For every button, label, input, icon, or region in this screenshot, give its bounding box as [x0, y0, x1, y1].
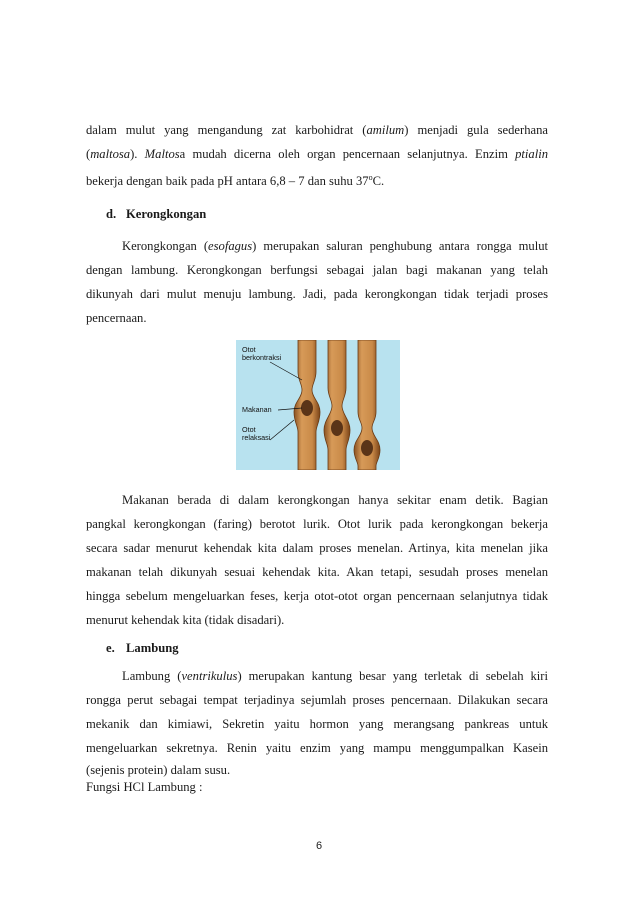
intro-line-1: dalam mulut yang mengandung zat karbohidrat (amilum) menjadi gula sederhana [86, 123, 548, 137]
esophagus-peristalsis-figure [236, 340, 400, 470]
kerongkongan-p1-line-4: pencernaan. [86, 311, 147, 325]
kerongkongan-p1-line-3: dikunyah dari mulut menuju lambung. Jadi, pada kerongkongan tidak terjadi proses [86, 287, 548, 301]
page-number: 6 [315, 840, 323, 852]
lambung-p1-line-4: mengeluarkan sekretnya. Renin yaitu enzim yang mampu menggumpalkan Kasein [86, 741, 548, 755]
intro-line-2: (maltosa). Maltosa mudah dicerna oleh organ pencernaan selanjutnya. Enzim ptialin [86, 147, 548, 161]
kerongkongan-p2-line-5: hingga sebelum mengeluarkan feses, kerja otot-otot organ pencernaan selanjutnya tidak [86, 589, 548, 603]
food-bolus-1 [301, 400, 313, 416]
lambung-p1-line-5: (sejenis protein) dalam susu. [86, 763, 231, 777]
intro-line-3: bekerja dengan baik pada pH antara 6,8 – 7 dan suhu 37$^o$C. [86, 173, 385, 188]
section-heading-kerongkongan: d. Kerongkongan [106, 207, 207, 221]
label-otot-berkontraksi: Otot berkontraksi [242, 345, 282, 362]
leader-line-relaxation [270, 420, 294, 440]
kerongkongan-p2-line-6: menurut kehendak kita (tidak disadari). [86, 613, 285, 627]
leader-line-contraction [270, 362, 302, 380]
kerongkongan-p1-line-2: dengan lambung. Kerongkongan berfungsi sebagai jalan bagi makanan yang telah [86, 263, 548, 277]
esophagus-tube-2 [324, 340, 350, 470]
kerongkongan-p2-line-2: pangkal kerongkongan (faring) berotot lurik. Otot lurik pada kerongkongan bekerja [86, 517, 548, 531]
kerongkongan-p2-line-1: Makanan berada di dalam kerongkongan hanya sekitar enam detik. Bagian [122, 493, 548, 507]
label-makanan: Makanan [242, 405, 272, 414]
section-heading-lambung: e. Lambung [106, 641, 179, 655]
kerongkongan-p1-line-1: Kerongkongan (esofagus) merupakan saluran penghubung antara rongga mulut [122, 239, 549, 253]
food-bolus-2 [331, 420, 343, 436]
lambung-p1-line-1: Lambung (ventrikulus) merupakan kantung besar yang terletak di sebelah kiri [122, 669, 548, 683]
lambung-p1-line-2: rongga perut sebagai tempat terjadinya sejumlah proses pencernaan. Dilakukan secara [86, 693, 548, 707]
lambung-p1-line-3: mekanik dan kimiawi, Sekretin yaitu hormon yang merangsang pankreas untuk [86, 717, 548, 731]
fungsi-hcl-lambung: Fungsi HCl Lambung : [86, 780, 203, 794]
kerongkongan-p2-line-3: secara sadar menurut kehendak kita dalam proses menelan. Artinya, kita menelan jika [86, 541, 548, 555]
food-bolus-3 [361, 440, 373, 456]
kerongkongan-p2-line-4: makanan telah dikunyah sesuai kehendak kita. Akan tetapi, sesudah proses menelan [86, 565, 548, 579]
label-otot-relaksasi: Otot relaksasi [242, 425, 271, 442]
